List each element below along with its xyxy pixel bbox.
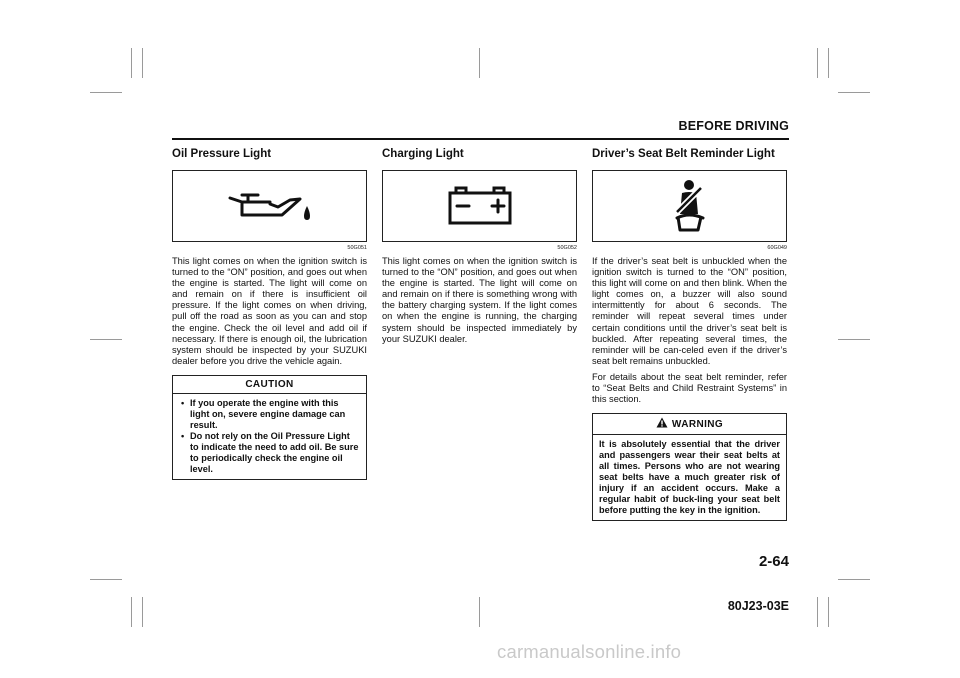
figure-code: 50G052: [557, 245, 577, 251]
caution-item: • Do not rely on the Oil Pressure Light to indicate the need to add oil. Be sure to periodically check the engine oil level.: [179, 431, 360, 475]
figure-code: 50G051: [347, 245, 367, 251]
page-number: 2-64: [758, 553, 789, 570]
body-paragraph: For details about the seat belt reminder, refer to “Seat Belts and Child Restraint Systems” in this section.: [592, 371, 787, 405]
column-title: Driver’s Seat Belt Reminder Light: [592, 148, 775, 160]
column-oil-pressure: [172, 148, 367, 480]
caution-box: [172, 375, 367, 480]
warning-triangle-icon: [656, 417, 668, 431]
body-paragraph: This light comes on when the ignition switch is turned to the “ON” position, and goes out when the engine is started. The light will come on and remain on if there is insufficient oil pressure. If the light comes on when driving, pull off the road as soon as you can and stop the engine. Check the oil level and add oil if necessary. If there is enough oil, the lubrication system should be inspected by your SUZUKI dealer before you drive the vehicle again.: [172, 256, 367, 366]
battery-icon: [444, 185, 516, 227]
crop-mark: [90, 92, 122, 93]
indicator-figure: [592, 170, 787, 242]
column-charging: [382, 148, 577, 345]
crop-mark: [817, 48, 818, 78]
crop-mark: [131, 48, 132, 78]
indicator-figure: [172, 170, 367, 242]
crop-mark: [90, 579, 122, 580]
column-seat-belt: [592, 148, 787, 521]
warning-title: WARNING: [671, 419, 724, 431]
crop-mark: [828, 48, 829, 78]
crop-mark: [479, 48, 480, 78]
crop-mark: [828, 597, 829, 627]
warning-box: [592, 413, 787, 521]
document-code: 80J23-03E: [727, 599, 789, 613]
column-title: Oil Pressure Light: [172, 148, 272, 160]
crop-mark: [90, 339, 122, 340]
crop-mark: [142, 48, 143, 78]
caution-title: CAUTION: [173, 376, 366, 394]
seat-belt-icon: [665, 178, 715, 234]
warning-text: It is absolutely essential that the driver and passengers wear their seat belts at all times. Persons who are not wearing seat belts have a much greater risk of injury if an accident occurs. Make a regular habit of buck-ling your seat belt before putting the key in the ignition.: [599, 439, 780, 516]
crop-mark: [838, 579, 870, 580]
section-header: BEFORE DRIVING: [678, 119, 789, 133]
crop-mark: [838, 339, 870, 340]
indicator-figure: [382, 170, 577, 242]
body-paragraph: This light comes on when the ignition switch is turned to the “ON” position, and goes out when the engine is started. The light will come on and remain on if there is something wrong with the battery charging system. If the light comes on when the engine is running, the charging system should be inspected immediately by your SUZUKI dealer.: [382, 256, 577, 344]
watermark: carmanualsonline.info: [497, 641, 682, 662]
oil-can-icon: [224, 186, 316, 226]
body-paragraph: If the driver’s seat belt is unbuckled when the ignition switch is turned to the “ON” position, this light will come on and then blink. When the light comes on, a buzzer will also sound intermittently for about 6 seconds. The reminder will repeat several times under certain conditions until the driver’s seat belt is buckled. After repeating several times, the reminder will be can-celed even if the driver’s seat belt remains unbuckled.: [592, 256, 787, 366]
crop-mark: [838, 92, 870, 93]
header-rule: [172, 138, 789, 140]
crop-mark: [817, 597, 818, 627]
crop-mark: [131, 597, 132, 627]
warning-title-bar: [593, 414, 786, 435]
crop-mark: [142, 597, 143, 627]
caution-item: • If you operate the engine with this light on, severe engine damage can result.: [179, 398, 360, 431]
crop-mark: [479, 597, 480, 627]
figure-code: 60G049: [767, 245, 787, 251]
column-title: Charging Light: [382, 148, 464, 160]
